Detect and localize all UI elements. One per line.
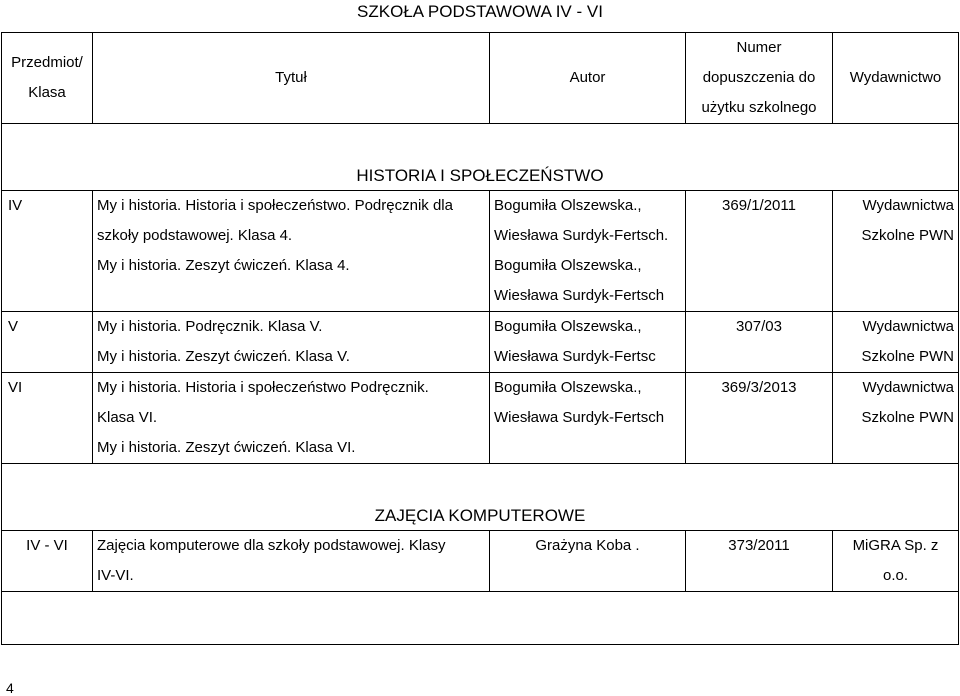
title-cell: [93, 191, 490, 312]
title-cell: [93, 531, 490, 592]
author-line: Wiesława Surdyk-Fertsc: [494, 348, 656, 365]
empty-row: [2, 592, 959, 645]
publisher-line: Szkolne PWN: [861, 348, 954, 365]
header-text: Klasa: [28, 84, 66, 101]
title-line: My i historia. Podręcznik. Klasa V.: [97, 318, 323, 335]
publisher-cell: [833, 531, 959, 592]
publisher-line: Szkolne PWN: [861, 227, 954, 244]
header-text: Przedmiot/: [11, 54, 83, 71]
author-line: Bogumiła Olszewska.,: [494, 197, 642, 214]
header-text: Autor: [569, 69, 606, 86]
author-cell: [490, 531, 686, 592]
title-cell: [93, 373, 490, 464]
class-cell: V: [2, 312, 93, 373]
author-cell: [490, 191, 686, 312]
title-line: szkoły podstawowej. Klasa 4.: [97, 227, 293, 244]
header-title: [93, 33, 490, 124]
publisher-line: Wydawnictwa: [862, 197, 954, 214]
publisher-line: MiGRA Sp. z: [852, 537, 939, 554]
header-publisher: [833, 33, 959, 124]
publisher-cell: [833, 191, 959, 312]
header-author: [490, 33, 686, 124]
document-title: SZKOŁA PODSTAWOWA IV - VI: [357, 2, 603, 21]
approval-number-cell: 373/2011: [686, 531, 833, 592]
publisher-line: Szkolne PWN: [861, 409, 954, 426]
section-title-history: HISTORIA I SPOŁECZEŃSTWO: [2, 124, 959, 191]
table-row: [2, 312, 959, 373]
page-number: 4: [6, 680, 14, 696]
approval-number-cell: 369/1/2011: [686, 191, 833, 312]
publisher-line: Wydawnictwa: [862, 379, 954, 396]
approval-number-cell: 369/3/2013: [686, 373, 833, 464]
table-row: [2, 191, 959, 312]
author-line: Wiesława Surdyk-Fertsch.: [494, 227, 669, 244]
section-header-row: [2, 464, 959, 531]
header-text: Wydawnictwo: [849, 69, 942, 86]
title-line: My i historia. Zeszyt ćwiczeń. Klasa VI.: [97, 439, 356, 456]
author-line: Wiesława Surdyk-Fertsch: [494, 287, 665, 304]
empty-cell: [2, 592, 959, 645]
header-text: dopuszczenia do: [702, 69, 816, 86]
class-cell: IV: [2, 191, 93, 312]
approval-number-cell: 307/03: [686, 312, 833, 373]
author-line: Wiesława Surdyk-Fertsch: [494, 409, 665, 426]
class-cell: VI: [2, 373, 93, 464]
table-row: [2, 373, 959, 464]
header-text: użytku szkolnego: [701, 99, 817, 116]
textbook-table: [1, 32, 959, 645]
author-cell: [490, 373, 686, 464]
title-cell: [93, 312, 490, 373]
title-line: Zajęcia komputerowe dla szkoły podstawowej. Klasy: [97, 537, 446, 554]
publisher-line: Wydawnictwa: [862, 318, 954, 335]
title-line: Klasa VI.: [97, 409, 158, 426]
author-line: Bogumiła Olszewska.,: [494, 257, 642, 274]
header-text: Numer: [736, 39, 782, 56]
header-text: Tytuł: [275, 69, 307, 86]
author-line: Grażyna Koba .: [535, 537, 640, 554]
author-cell: [490, 312, 686, 373]
header-subject-class: [2, 33, 93, 124]
table-header-row: [2, 33, 959, 124]
table-row: [2, 531, 959, 592]
title-line: My i historia. Historia i społeczeństwo Podręcznik.: [97, 379, 429, 396]
title-line: My i historia. Zeszyt ćwiczeń. Klasa 4.: [97, 257, 350, 274]
publisher-cell: [833, 312, 959, 373]
class-cell: IV - VI: [2, 531, 93, 592]
title-line: My i historia. Historia i społeczeństwo. Podręcznik dla: [97, 197, 453, 214]
section-title-computer: ZAJĘCIA KOMPUTEROWE: [2, 464, 959, 531]
title-line: IV-VI.: [97, 567, 134, 584]
publisher-line: o.o.: [882, 567, 909, 584]
section-header-row: [2, 124, 959, 191]
author-line: Bogumiła Olszewska.,: [494, 318, 642, 335]
publisher-cell: [833, 373, 959, 464]
author-line: Bogumiła Olszewska.,: [494, 379, 642, 396]
title-line: My i historia. Zeszyt ćwiczeń. Klasa V.: [97, 348, 350, 365]
header-approval-number: [686, 33, 833, 124]
